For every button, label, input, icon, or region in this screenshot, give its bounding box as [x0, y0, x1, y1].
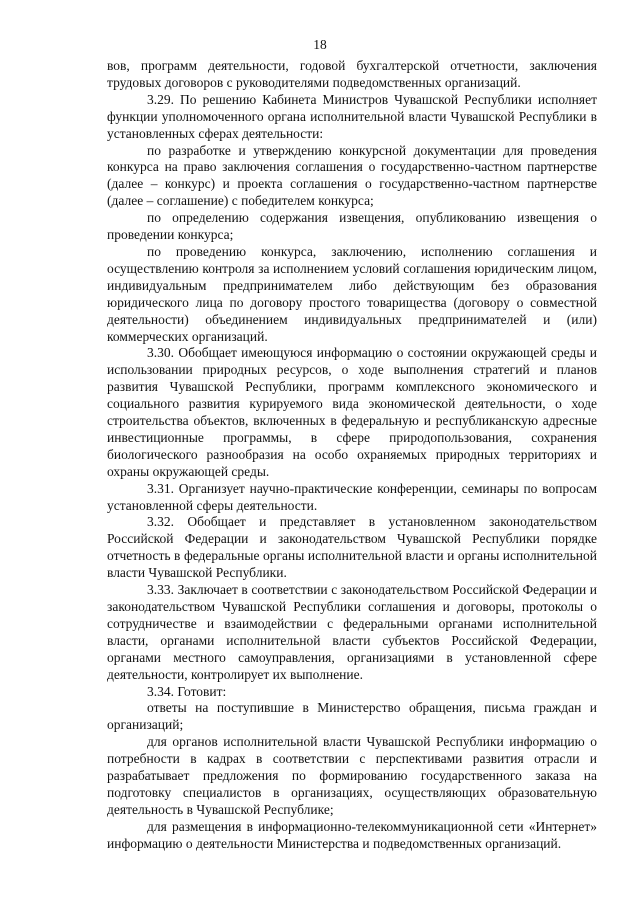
paragraph-3-31: 3.31. Организует научно-практические конференции, семинары по вопросам установленной сферы деятельности.: [107, 480, 597, 513]
paragraph-3-30: 3.30. Обобщает имеющуюся информацию о состоянии окружающей среды и использовании природных ресурсов, о ходе выполнения стратегий и планов развития Чувашской Республики, программ комплексного экономического и социального развития курируемого вида экономической деятельности, о ходе строительства объектов, включенных в федеральную и республиканскую адресные инвестиционные программы, в сфере природопользования, сохранения биологического разнообразия на особо охраняемых природных территориях и охраны окружающей среды.: [107, 345, 597, 479]
paragraph-3-34-item-1: ответы на поступившие в Министерство обращения, письма граждан и организаций;: [107, 700, 597, 733]
paragraph-3-29-item-3: по проведению конкурса, заключению, исполнению соглашения и осуществлению контроля за исполнением условий соглашения юридическим лицом, индивидуальным предпринимателем либо действующим без образования юридического лица по договору простого товарищества (договору о совместной деятельности) объединением индивидуальных предпринимателей и (или) коммерческих организаций.: [107, 243, 597, 344]
paragraph-3-29-item-2: по определению содержания извещения, опубликованию извещения о проведении конкурса;: [107, 210, 597, 243]
paragraph-3-34: 3.34. Готовит:: [147, 683, 227, 699]
paragraph-3-32: 3.32. Обобщает и представляет в установленном законодательством Российской Федерации и законодательством Чувашской Республики порядке отчетность в федеральные органы исполнительной власти и органы исполнительной власти Чувашской Республики.: [107, 514, 597, 581]
paragraph-3-33: 3.33. Заключает в соответствии с законодательством Российской Федерации и законодательством Чувашской Республики соглашения и договоры, протоколы о сотрудничестве и взаимодействии с федеральными органами исполнительной власти, органами исполнительной власти субъектов Российской Федерации, органами местного самоуправления, организациями в установленной сфере деятельности, контролирует их выполнение.: [107, 582, 597, 682]
page-number: 18: [313, 37, 327, 52]
paragraph-3-29-item-1: по разработке и утверждению конкурсной документации для проведения конкурса на право заключения соглашения о государственно-частном партнерстве (далее – конкурс) и проекта соглашения о государственно-частном партнерстве (далее – соглашение) с победителем конкурса;: [107, 142, 597, 209]
paragraph-continuation: вов, программ деятельности, годовой бухгалтерской отчетности, заключения трудовых договоров с руководителями подведомственных организаций.: [107, 58, 597, 90]
paragraph-3-34-item-2: для органов исполнительной власти Чувашской Республики информацию о потребности в кадрах в соответствии с перспективами развития отрасли и разрабатывает предложения по формированию государственного заказа на подготовку специалистов в организациях, осуществляющих образовательную деятельность в Чувашской Республике;: [107, 734, 597, 817]
paragraph-3-29: 3.29. По решению Кабинета Министров Чувашской Республики исполняет функции уполномоченного органа исполнительной власти Чувашской Республики в установленных сферах деятельности:: [107, 91, 597, 141]
document-body: [107, 58, 597, 853]
paragraph-3-34-item-3: для размещения в информационно-телекоммуникационной сети «Интернет» информацию о деятельности Министерства и подведомственных организаций.: [107, 818, 597, 851]
